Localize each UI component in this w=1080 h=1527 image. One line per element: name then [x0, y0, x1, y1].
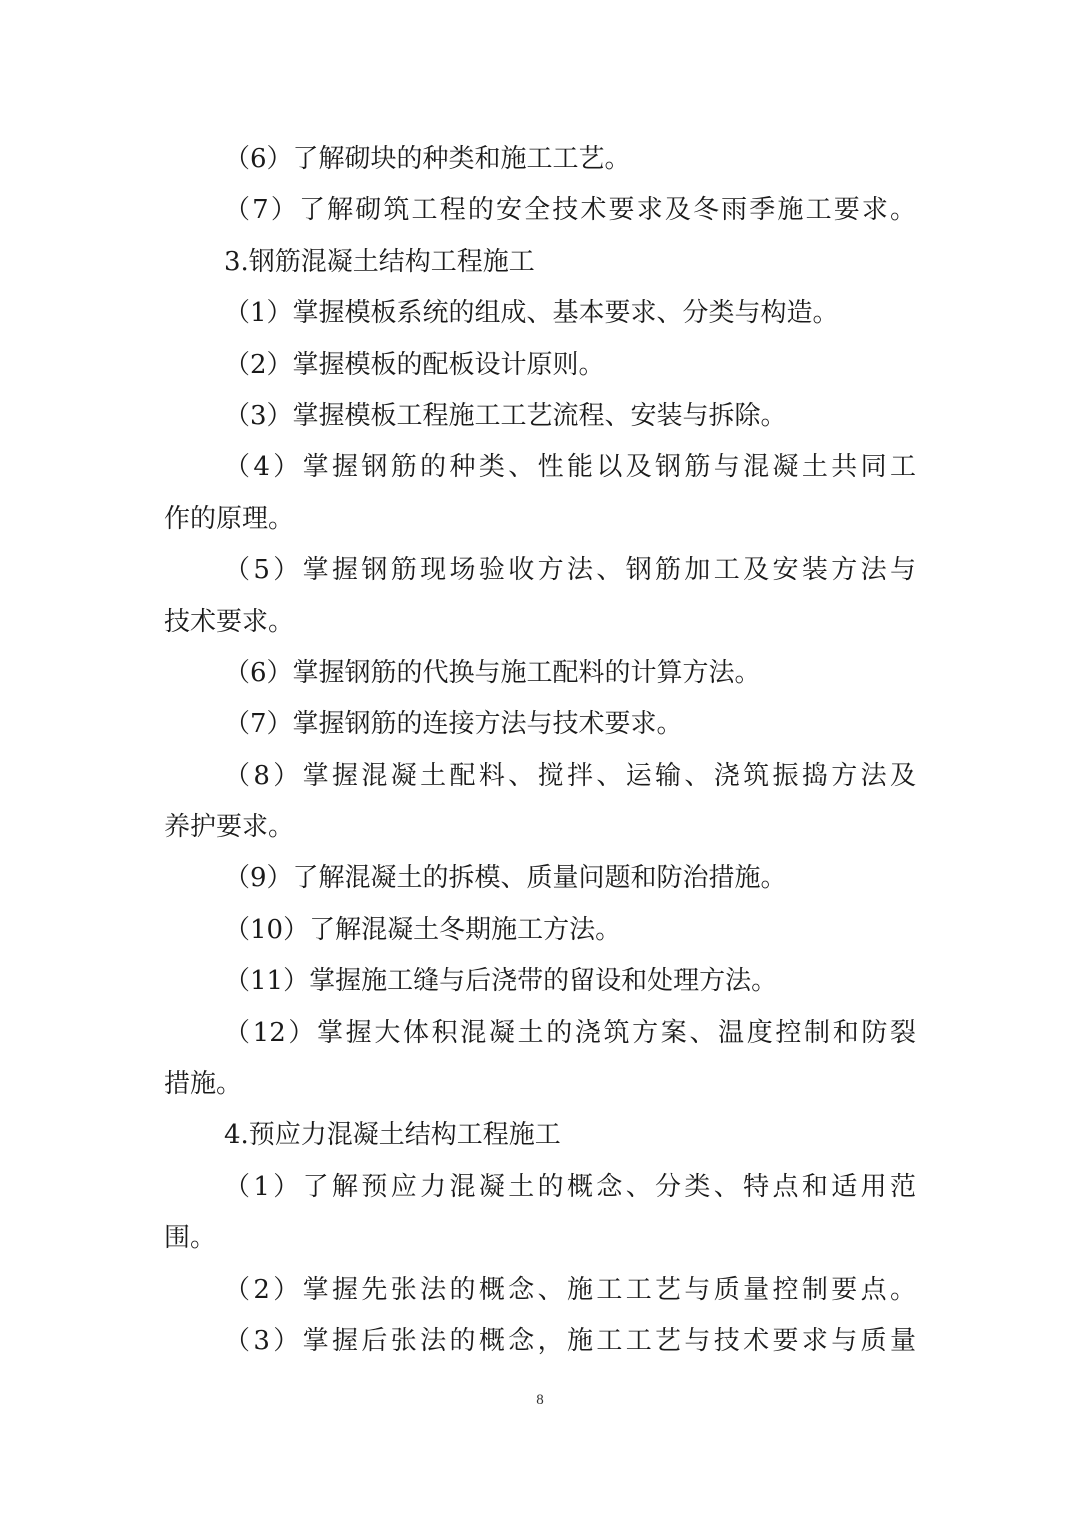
list-item: （3）掌握模板工程施工工艺流程、安装与拆除。 — [224, 400, 787, 431]
list-item: （4）掌握钢筋的种类、性能以及钢筋与混凝土共同工 — [224, 452, 916, 483]
list-item-continuation: 技术要求。 — [164, 606, 295, 637]
page-body — [164, 134, 916, 1367]
list-item: （1）了解预应力混凝土的概念、分类、特点和适用范 — [224, 1171, 916, 1202]
page-number: 8 — [536, 1392, 544, 1408]
list-item: （6）掌握钢筋的代换与施工配料的计算方法。 — [224, 657, 761, 688]
list-item: （6）了解砌块的种类和施工工艺。 — [224, 144, 631, 174]
list-item: （2）掌握先张法的概念、施工工艺与质量控制要点。 — [224, 1274, 916, 1305]
list-item: （10）了解混凝土冬期施工方法。 — [224, 914, 622, 945]
list-item: （7）掌握钢筋的连接方法与技术要求。 — [224, 709, 683, 740]
list-item-continuation: 养护要求。 — [164, 812, 295, 843]
list-item: （11）掌握施工缝与后浇带的留设和处理方法。 — [224, 966, 778, 997]
list-item: （2）掌握模板的配板设计原则。 — [224, 349, 605, 380]
section-heading: 4.预应力混凝土结构工程施工 — [224, 1120, 561, 1151]
list-item: （12）掌握大体积混凝土的浇筑方案、温度控制和防裂 — [224, 1017, 916, 1048]
list-item: （9）了解混凝土的拆模、质量问题和防治措施。 — [224, 863, 787, 894]
list-item: （7）了解砌筑工程的安全技术要求及冬雨季施工要求。 — [224, 195, 916, 226]
list-item: （1）掌握模板系统的组成、基本要求、分类与构造。 — [224, 298, 839, 329]
list-item-continuation: 作的原理。 — [164, 503, 295, 534]
list-item-continuation: 措施。 — [164, 1069, 243, 1100]
list-item: （5）掌握钢筋现场验收方法、钢筋加工及安装方法与 — [224, 555, 916, 586]
list-item: （8）掌握混凝土配料、搅拌、运输、浇筑振捣方法及 — [224, 760, 916, 791]
section-heading: 3.钢筋混凝土结构工程施工 — [224, 246, 535, 277]
list-item-continuation: 围。 — [164, 1223, 217, 1254]
list-item: （3）掌握后张法的概念，施工工艺与技术要求与质量 — [224, 1325, 916, 1356]
